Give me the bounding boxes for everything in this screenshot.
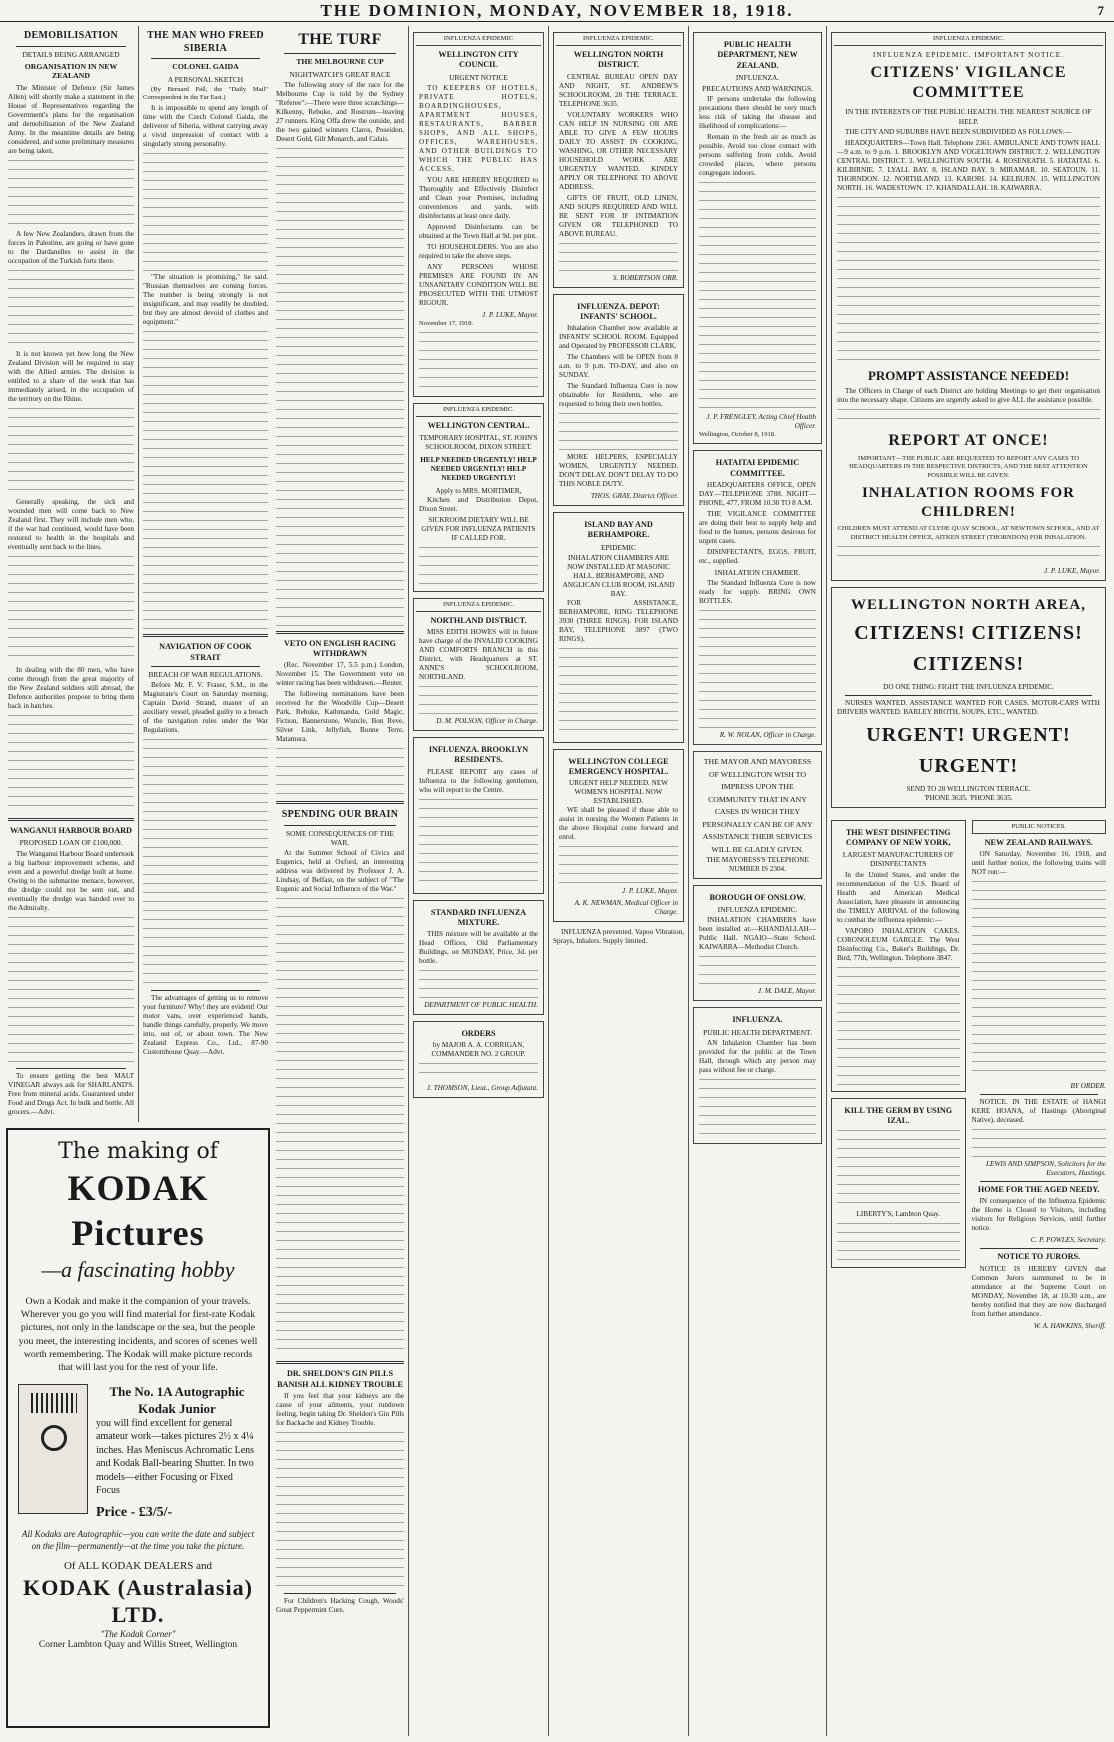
- notice-heading: BOROUGH OF ONSLOW.: [709, 892, 806, 902]
- notice-paragraph: THE MAYORESS'S TELEPHONE NUMBER IS 2304.: [706, 855, 809, 873]
- notice-subhead: LARGEST MANUFACTURERS OF DISINFECTANTS: [842, 850, 954, 869]
- notice-paragraph: SEND TO 28 WELLINGTON TERRACE.: [906, 784, 1031, 793]
- advert-vapoo: INFLUENZA prevented. Vapoo Vibration, Sprays, Inhalers. Supply limited.: [553, 928, 684, 946]
- column-4: [408, 26, 548, 1736]
- notice-label: INFLUENZA EPIDEMIC: [416, 35, 541, 46]
- text-lines: [276, 146, 404, 626]
- notice-signature: R. W. NOLAN, Officer in Charge.: [719, 731, 816, 740]
- article-paragraph: It is impossible to spend any length of time with the Czech Colonel Gaida, the deliverer of Siberia, without carrying away a vivid impression of contact with a singularly strong personality.: [143, 104, 268, 149]
- text-lines: [419, 1061, 538, 1081]
- advert-paragraph: If you feel that your kidneys are the cause of your ailments, your rundown feeling, begin taking Dr. Sheldon's Gin Pills for Backache and Kidney Trouble.: [276, 1391, 404, 1427]
- article-subhead: NIGHTWATCH'S GREAT RACE: [289, 69, 391, 79]
- article-paragraph: The following nominations have been received for the Woodville Cup—Desert Park, Rebuke, Kathmandu, Gold Magic, Fiction, Bannerstone, Wuncle, Bon Reve, Silver Link, Jellyfish, Bonne Terre, Matamura.: [276, 690, 404, 744]
- notice-signature: LEWIS AND SIMPSON, Solicitors for the Executors, Hastings.: [985, 1160, 1106, 1178]
- notice-izal: [831, 1098, 966, 1269]
- notice-paragraph: THIS mixture will be available at the Head Offices, Old Parliamentary Buildings, on MONDAY, Price, 3d. per bottle.: [419, 930, 538, 966]
- notice-paragraph: NOTICE. IN THE ESTATE of HANGI KERE HOANA, of Hastings (Aboriginal Native), deceased.: [971, 1098, 1106, 1125]
- notice-label: INFLUENZA EPIDEMIC.: [556, 35, 681, 46]
- notice-subhead: INFLUENZA EPIDEMIC. IMPORTANT NOTICE.: [872, 50, 1065, 60]
- text-lines: [419, 330, 538, 390]
- notice-paragraph: HEADQUARTERS OFFICE, OPEN DAY—TELEPHONE 3788. NIGHT—PHONE, 477, FROM 10.30 TO 8 A.M.: [699, 480, 816, 507]
- kodak-title-line3: —a fascinating hobby: [41, 1256, 235, 1282]
- notice-hataitai: [693, 450, 822, 745]
- text-lines: [837, 1221, 960, 1261]
- notice-subhead: PUBLIC HEALTH DEPARTMENT.: [703, 1027, 812, 1037]
- notice-paragraph: VOLUNTARY WORKERS WHO CAN HELP IN NURSING OR ARE ABLE TO GIVE A FEW HOURS DAILY TO ASSIST IN COOKING, WASHING, OR OTHER NECESSARY HOUSEHOLD WORK ARE URGENTLY WANTED. KINDLY APPLY OR TELEPHONE TO ABOVE ADDRESS.: [559, 110, 678, 191]
- notice-heading: KILL THE GERM BY USING IZAL.: [844, 1105, 953, 1125]
- article-subhead: ORGANISATION IN NEW ZEALAND: [24, 61, 118, 81]
- notice-signature: J. P. FRENGLEY, Acting Chief Health Officer.: [706, 413, 816, 431]
- text-lines: [8, 915, 134, 1065]
- notice-date: Wellington, October 8, 1918.: [699, 431, 776, 439]
- notice-heading: WELLINGTON CITY COUNCIL: [438, 50, 519, 70]
- text-lines: [972, 879, 1107, 1079]
- notice-mayor: [693, 751, 822, 879]
- article-heading-demobilisation: DEMOBILISATION: [23, 30, 119, 41]
- notice-paragraph: URGENT HELP NEEDED. NEW WOMEN'S HOSPITAL NOW ESTABLISHED.: [568, 779, 668, 806]
- notice-signature: THOS. GRAY, District Officer.: [590, 492, 678, 501]
- kodak-company: KODAK (Australasia) LTD.: [23, 1574, 253, 1628]
- notice-liberty: LIBERTY'S, Lambton Quay.: [856, 1210, 940, 1219]
- notice-paragraph: VAPORO INHALATION CAKES. CORONOLEUM GARGLE. The West Disinfecting Co., Baker's Buildings, Dr. Bird, 77th, Wellington. Telephone 3847.: [837, 926, 960, 962]
- notice-paragraph: The Chambers will be OPEN from 8 a.m. to 9 p.m. TO-DAY, and also on SUNDAY.: [559, 353, 678, 380]
- notice-subhead: PRECAUTIONS AND WARNINGS.: [702, 84, 813, 93]
- article-paragraph: The following story of the race for the Melbourne Cup is told by the Sydney "Referee":—There were three scratchings—Kilkenny, Rebuke, and Rostrum—leaving 27 runners. King Offa drew the outside, and the two gained winners Claros, Poseidon, Desert Gold, Gilt Monarch, and Calais.: [276, 80, 404, 143]
- divider: [143, 634, 268, 637]
- article-heading-cook-strait: NAVIGATION OF COOK STRAIT: [159, 642, 252, 662]
- kodak-spec: you will find excellent for general amateur work—takes pictures 2½ x 4¼ inches. Has Meniscus Achromatic Lens and Kodak Ball-bearing Shutter. In two models—either Focusing or Fixed Focus: [96, 1417, 255, 1497]
- notice-signature: J. P. LUKE, Mayor.: [1044, 566, 1100, 575]
- newspaper-title: THE DOMINION, MONDAY, NOVEMBER 18, 1918.: [320, 0, 794, 20]
- notice-infants-school: [553, 294, 684, 507]
- article-heading-brain: SPENDING OUR BRAIN: [281, 809, 399, 821]
- article-heading-veto: VETO ON ENGLISH RACING WITHDRAWN: [284, 638, 396, 659]
- kodak-title-line1: The making of: [58, 1139, 218, 1164]
- notice-subhead: URGENT NOTICE: [449, 72, 508, 82]
- notice-label: INFLUENZA EPIDEMIC.: [834, 35, 1103, 46]
- text-lines: [972, 1127, 1107, 1157]
- notice-heading: PUBLIC HEALTH DEPARTMENT, NEW ZEALAND.: [717, 40, 798, 70]
- notice-paragraph: TO KEEPERS OF HOTELS, PRIVATE HOTELS, BOARDINGHOUSES, APARTMENT HOUSES, RESTAURANTS, BARBER SHOPS, AND ALL SHOPS, OFFICES, WAREHOUSES, AND OTHER BUILDINGS TO WHICH THE PUBLIC HAS ACCESS.: [419, 83, 538, 173]
- text-lines: [419, 797, 538, 887]
- kodak-product-row: [18, 1384, 258, 1521]
- notice-paragraph: The Standard Influenza Cure is now obtainable for Residents, who are requested to bring their own bottles.: [559, 382, 678, 409]
- article-subhead: THE MELBOURNE CUP: [296, 57, 384, 66]
- divider: [16, 1068, 126, 1069]
- notice-paragraph: YOU ARE HEREBY REQUIRED to Thoroughly and Effectively Disinfect and Clean your Premises, including conveniences and yards, with disinfectants at least once daily.: [419, 175, 538, 220]
- notice-heading: INFLUENZA. BROOKLYN RESIDENTS.: [428, 745, 529, 765]
- notice-island-bay: [553, 512, 684, 743]
- divider: [276, 1361, 404, 1364]
- byline: (By Bernard Pall, the "Daily Mail" Correspondent in the Far East.): [143, 85, 268, 102]
- notice-signature: J. THOMSON, Lieut., Group Adjutant.: [426, 1084, 538, 1093]
- text-lines: [559, 241, 678, 271]
- article-subhead: DETAILS BEING ARRANGED: [22, 49, 120, 59]
- notice-paragraph: Kitchen and Distribution Depot, Dixon Street.: [419, 495, 538, 513]
- notice-citizens: CITIZENS!: [912, 652, 1025, 675]
- notice-heading: NEW ZEALAND RAILWAYS.: [984, 837, 1093, 847]
- masthead: [0, 0, 1114, 22]
- article-heading-turf: THE TURF: [298, 31, 382, 48]
- divider: [284, 1593, 396, 1594]
- article-subhead: BREACH OF WAR REGULATIONS.: [148, 669, 263, 679]
- notice-wellington-north: [553, 32, 684, 288]
- notice-paragraph: TO HOUSEHOLDERS. You are also required to take the above steps.: [419, 242, 538, 260]
- notice-paragraph: FOR ASSISTANCE, BERHAMPORE, RING TELEPHONE 3930 (THREE RINGS). FOR ISLAND BAY, TELEPHONE 3897 (TWO RINGS).: [559, 598, 678, 643]
- divider: [276, 801, 404, 804]
- camera-lens: [41, 1425, 67, 1451]
- text-lines: [837, 544, 1100, 564]
- camera-illustration: [18, 1384, 88, 1514]
- text-lines: [559, 411, 678, 451]
- text-lines: [837, 965, 960, 1085]
- notice-citizens-vigilance: [831, 32, 1106, 581]
- text-lines: [8, 554, 134, 664]
- notice-west-disinfecting: [831, 820, 966, 1092]
- kodak-body: Own a Kodak and make it the companion of your travels. Wherever you go you will find material for first-rate Kodak pictures, not only in the landscape or the sea, but the people you meet, the interesting incidents, and scores of scenes well worth remembering. The Kodak will make picture records that will last you for the rest of your life.: [18, 1296, 258, 1374]
- notice-paragraph: ANY PERSONS WHOSE PREMISES ARE FOUND IN AN UNSANITARY CONDITION WILL BE PROSECUTED WITH THE UTMOST RIGOUR.: [419, 262, 538, 307]
- notice-paragraph: The Officers in Charge of each District are holding Meetings to get their organisation into the necessary shape. Citizens are urgently asked to give ALL the assistance possible.: [837, 387, 1100, 405]
- notice-wellington-central: [413, 403, 544, 591]
- notice-orders: [413, 1021, 544, 1098]
- notice-heading: INFLUENZA. DEPOT: INFANTS' SCHOOL.: [577, 301, 660, 321]
- notice-signature: W. A. HAWKINS, Sheriff.: [1033, 1321, 1106, 1330]
- notice-heading: HOME FOR THE AGED NEEDY.: [977, 1185, 1100, 1195]
- article-paragraph: "The situation is promising," he said. "Russian themselves are coming forces. The number is being strongly is not insignificant, and may readily be doubled, but they are almost devoid of clothes and equipment.": [143, 273, 268, 327]
- article-paragraph: The Wanganui Harbour Board undertook a big harbour improvement scheme, and even and a powerful dredge built at home. Owing to the submarine menace, however, the dredge could not be sent out, and eventually the dredge was handed over to the Admiralty.: [8, 849, 134, 912]
- notice-signature: D. M. POLSON, Officer in Charge.: [436, 717, 538, 726]
- notice-onslow: [693, 885, 822, 1002]
- article-subhead: A PERSONAL SKETCH: [167, 74, 244, 84]
- lower-left: [831, 814, 966, 1331]
- notice-subhead: TEMPORARY HOSPITAL, ST. JOHN'S SCHOOLROOM, DIXON STREET.: [419, 433, 538, 451]
- notice-subhead: EPIDEMIC: [601, 542, 636, 552]
- notice-label: INFLUENZA EPIDEMIC.: [416, 406, 541, 417]
- divider: [276, 631, 404, 634]
- camera-bellows: [31, 1393, 77, 1413]
- notice-paragraph: THE MAYOR AND MAYORESS OF WELLINGTON WISH TO IMPRESS UPON THE COMMUNITY THAT IN ANY CASES IN WHICH THEY PERSONALLY CAN BE OF ANY ASSISTANCE THEIR SERVICES WILL BE GLADLY GIVEN.: [702, 757, 813, 854]
- article-subhead: COLONEL GAIDA: [172, 62, 239, 71]
- text-lines: [559, 646, 678, 736]
- divider: [16, 46, 126, 47]
- notice-signature: S. ROBERTSON ORR.: [612, 273, 678, 282]
- notice-paragraph: THE CITY AND SUBURBS HAVE BEEN SUBDIVIDED AS FOLLOWS:—: [845, 127, 1072, 136]
- text-lines: [8, 158, 134, 228]
- notice-signature: J. P. LUKE, Mayor.: [482, 310, 538, 319]
- article-paragraph: The Minister of Defence (Sir James Allen) will shortly make a statement in the House of Representatives regarding the Government's plans for the organisation and demobilisation of the New Zealand Army. In the meantime details are being considered, and some preliminary measures are being taken.: [8, 84, 134, 156]
- notice-heading: CITIZENS' VIGILANCE COMMITTEE: [870, 64, 1067, 102]
- notice-signature: DEPARTMENT OF PUBLIC HEALTH.: [424, 1001, 538, 1010]
- notice-heading: REPORT AT ONCE!: [888, 432, 1049, 450]
- notice-phone: 'PHONE 3635. 'PHONE 3635.: [924, 793, 1013, 802]
- article-heading-wanganui: WANGANUI HARBOUR BOARD: [10, 826, 132, 836]
- advert-vinegar: To ensure getting the best MALT VINEGAR always ask for SHARLAND'S. Free from mineral acids. Guaranteed under Food and Drugs Act. In bulk and bottle. All grocers.—Advt.: [8, 1071, 134, 1116]
- notice-paragraph: IF persons undertake the following precautions there should be very much less risk of taking the disease and likelihood of complications:—: [699, 95, 816, 131]
- notice-signature: A. K. NEWMAN, Medical Officer in Charge.: [574, 899, 678, 917]
- notice-heading: ORDERS: [461, 1029, 496, 1039]
- column-3: [272, 26, 408, 1736]
- divider: [151, 58, 260, 59]
- divider: [151, 990, 260, 991]
- notice-paragraph: DISINFECTANTS, EGGS, FRUIT, etc., supplied.: [699, 547, 816, 565]
- divider: [284, 825, 396, 826]
- divider: [980, 1181, 1099, 1182]
- text-lines: [276, 746, 404, 796]
- kodak-note: All Kodaks are Autographic—you can write the date and subject on the film—permanently—at the time you take the picture.: [21, 1529, 255, 1551]
- text-lines: [419, 968, 538, 998]
- notice-signature: C. P. POWLES, Secretary.: [1030, 1236, 1106, 1245]
- text-lines: [837, 1128, 960, 1208]
- notice-urgent: URGENT! URGENT!: [866, 723, 1071, 746]
- column-7: [826, 26, 1110, 1736]
- notice-standard-mixture: [413, 900, 544, 1016]
- divider: [284, 53, 396, 54]
- notice-heading: WELLINGTON COLLEGE EMERGENCY HOSPITAL.: [568, 756, 669, 777]
- notice-public-health: [693, 32, 822, 444]
- column-5: [548, 26, 688, 1736]
- text-lines: [8, 406, 134, 496]
- kodak-address: Corner Lambton Quay and Willis Street, Wellington: [38, 1639, 238, 1650]
- article-subhead: SOME CONSEQUENCES OF THE WAR.: [285, 828, 395, 848]
- notice-paragraph: IN consequence of the Influenza Epidemic the Home is Closed to Visitors, including visitors for Religious Services, until further notice.: [971, 1197, 1106, 1233]
- advert-cough: For Children's Hacking Cough, Woods' Great Peppermint Cure.: [276, 1596, 404, 1614]
- text-lines: [143, 737, 268, 987]
- kodak-price: Price - £3/5/-: [96, 1504, 173, 1520]
- notice-date: November 17, 1918.: [419, 319, 474, 327]
- notice-heading: PROMPT ASSISTANCE NEEDED!: [867, 367, 1070, 383]
- text-lines: [143, 329, 268, 629]
- notice-heading: THE WEST DISINFECTING COMPANY OF NEW YORK,: [845, 827, 951, 847]
- kodak-advertisement: [6, 1128, 270, 1728]
- lower-right: [972, 814, 1107, 1331]
- notice-label: INFLUENZA EPIDEMIC.: [416, 601, 541, 612]
- kodak-product-info: [96, 1384, 258, 1521]
- notice-citizens: CITIZENS! CITIZENS!: [854, 621, 1083, 644]
- notice-paragraph: NURSES WANTED. ASSISTANCE WANTED FOR CASES. MOTOR-CARS WITH DRIVERS WANTED. BARLEY BROTH, SOUPS, ETC., WANTED.: [837, 698, 1100, 716]
- district-list: HEADQUARTERS—Town Hall. Telephone 2361. AMBULANCE AND TOWN HALL—9 a.m. to 9 p.m. 1. BROOKLYN AND VOGELTOWN DISTRICT. 2. WELLINGTON CENTRAL DISTRICT. 3. WELLINGTON SOUTH. 4. ROSENEATH. 5. HATAITAI. 6. KILBIRNIE. 7. LYALL BAY. 8. ISLAND BAY. 9. MIRAMAR. 10. SEATOUN. 11. THORNDON. 12. NORTHLAND. 13. KARORI. 14. KELBURN. 15. WELLINGTON NORTH. 16. WADESTOWN. 17. KHANDALLAH. 18. KAIWARRA.: [837, 138, 1100, 192]
- notice-heading: ISLAND BAY AND BERHAMPORE.: [584, 520, 653, 540]
- kodak-model-name: The No. 1A Autographic Kodak Junior: [109, 1384, 245, 1416]
- text-lines: [559, 844, 678, 884]
- notice-paragraph: by MAJOR A. A. CORRIGAN, COMMANDER NO. 2 GROUP.: [431, 1041, 526, 1059]
- divider: [8, 818, 134, 821]
- text-lines: [276, 896, 404, 1356]
- notice-brooklyn: [413, 737, 544, 894]
- notice-urgent: URGENT!: [918, 754, 1019, 777]
- notice-paragraph: CENTRAL BUREAU OPEN DAY AND NIGHT, ST. ANDREW'S SCHOOLROOM, 28 THE TERRACE. TELEPHONE 3635.: [559, 72, 678, 108]
- notice-paragraph: MISS EDITH HOWES will in future have charge of the INVALID COOKING AND COMFORTS BRANCH in this District, with Headquarters at ST. ANNE'S SCHOOLROOM, NORTHLAND.: [419, 628, 538, 682]
- kodak-dealers: Of ALL KODAK DEALERS and: [63, 1559, 213, 1572]
- divider: [151, 666, 260, 667]
- text-lines: [143, 151, 268, 271]
- text-lines: [699, 1077, 816, 1137]
- notice-north-area: [831, 587, 1106, 808]
- advert-removals: The advantages of getting us to remove your furniture? Why! they are evident! Our motor vans, over experienced hands, handle things carefully, properly. We move into, out of, or about town. The New Zealand Express Co., Ltd., 87-90 Customhouse Quay.—Advt.: [143, 994, 268, 1057]
- notice-subhead: INHALATION CHAMBER.: [714, 567, 801, 577]
- text-lines: [837, 195, 1100, 365]
- text-lines: [8, 713, 134, 813]
- notice-signature: BY ORDER.: [1070, 1082, 1106, 1091]
- notice-subhead: IN THE INTERESTS OF THE PUBLIC HEALTH. THE NEAREST SOURCE OF HELP.: [845, 107, 1092, 126]
- notice-paragraph: PLEASE REPORT any cases of Influenza to the following gentlemen, who will report to the Centre.: [419, 767, 538, 794]
- notice-paragraph: Remain in the fresh air as much as possible. Avoid too close contact with persons suffering from colds. Avoid crowded places, where persons congregate indoors.: [699, 133, 816, 178]
- text-lines: [699, 180, 816, 410]
- divider: [845, 695, 1092, 696]
- notice-paragraph: AN Inhalation Chamber has been provided for the public at the Town Hall, through which any person may pass without fee or charge.: [699, 1038, 816, 1074]
- kodak-corner: "The Kodak Corner": [100, 1628, 176, 1639]
- notice-college-hospital: [553, 749, 684, 923]
- notice-signature: J. M. DALE, Mayor.: [757, 987, 816, 996]
- notice-apply: Apply to MRS. MORTIMER,: [435, 486, 522, 495]
- text-lines: [419, 684, 538, 714]
- lower-notices: [831, 814, 1106, 1331]
- notice-help: HELP NEEDED URGENTLY! HELP NEEDED URGENTLY! HELP NEEDED URGENTLY!: [420, 455, 537, 482]
- notice-paragraph: IMPORTANT—THE PUBLIC ARE REQUESTED TO REPORT ANY CASES TO HEADQUARTERS IN THE RESPECTIVE DISTRICTS, AND THE BEST ATTENTION POSSIBLE WILL BE GIVEN.: [849, 455, 1088, 479]
- notice-paragraph: SICKROOM DIETARY WILL BE GIVEN FOR INFLUENZA PATIENTS IF CALLED FOR.: [421, 515, 536, 542]
- notice-paragraph: The Standard Influenza Cure is now ready for supply. BRING OWN BOTTLES.: [699, 579, 816, 606]
- text-lines: [419, 545, 538, 585]
- article-paragraph: Before Mr. F. V. Fraser, S.M., in the Magistrate's Court on Saturday morning, Captain David Strand, master of an auxiliary vessel, pleaded guilty to a breach of the navigation rules under the War Regulations.: [143, 681, 268, 735]
- notice-city-council: [413, 32, 544, 397]
- notice-paragraph: INHALATION CHAMBERS have been installed at:—KHANDALLAH—Public Hall. NGAIO—State School. KAIWARRA—Methodist Church.: [699, 916, 816, 952]
- text-lines: [8, 268, 134, 348]
- text-lines: [699, 608, 816, 728]
- notice-paragraph: In the United States, and under the recommendation of the U.S. Board of Health and American Medical Association, have pleasure in announcing the TIMELY ARRIVAL of the following to combat the influenza epidemic:—: [837, 870, 960, 924]
- notice-paragraph: Approved Disinfectants can be obtained at the Town Hall at 9d. per pint.: [419, 222, 538, 240]
- notice-paragraph: THE VIGILANCE COMMITTEE are doing their best to supply help and food to the homes, persons desirous for urgent cases.: [699, 509, 816, 545]
- article-heading-siberia: THE MAN WHO FREED SIBERIA: [147, 30, 264, 54]
- notice-heading: INHALATION ROOMS FOR CHILDREN!: [861, 484, 1076, 520]
- article-paragraph: At the Summer School of Civics and Eugenics, held at Oxford, an interesting address was delivered by Professor J. A. Lindsay, of Belfast, on the subject of "The Eugenic and Social Influence of the War.": [276, 849, 404, 894]
- text-lines: [699, 954, 816, 984]
- notice-heading: WELLINGTON NORTH AREA,: [851, 596, 1086, 613]
- notice-heading: NORTHLAND DISTRICT.: [430, 615, 527, 625]
- notice-heading: NOTICE TO JURORS.: [997, 1252, 1081, 1262]
- notice-paragraph: GIFTS OF FRUIT, OLD LINEN, AND SOUPS REQUIRED AND WILL BE SENT FOR IF INTIMATION GIVEN OR TELEPHONED TO ABOVE BUREAU.: [559, 193, 678, 238]
- article-paragraph: In dealing with the 80 men, who have come through from the great majority of the New Zealand soldiers still abroad, the Defence authorities propose to bring them back in batches.: [8, 666, 134, 711]
- article-paragraph: A few New Zealanders, drawn from the forces in Palestine, are going or have gone to the Dardanelles to assist in the occupation of the Turkish forts there.: [8, 230, 134, 266]
- notice-paragraph: WE shall be pleased if those able to assist in nursing the Women Patients in the above Hospital come forward and enrol.: [559, 806, 678, 842]
- column-1: [4, 26, 138, 1122]
- notice-heading: HATAITAI EPIDEMIC COMMITTEE.: [715, 458, 800, 478]
- notice-northland: [413, 598, 544, 731]
- notice-signature: J. P. LUKE, Mayor.: [622, 887, 678, 896]
- notice-inhalation-chamber: [693, 1007, 822, 1144]
- notice-subhead: INFLUENZA EPIDEMIC.: [717, 905, 798, 915]
- text-lines: [837, 407, 1100, 427]
- column-6: [688, 26, 826, 1736]
- notice-paragraph: Inhalation Chamber now available at INFANTS' SCHOOL ROOM. Equipped and Operated by PROFESSOR CLARK.: [559, 324, 678, 351]
- notice-paragraph: CHILDREN MUST ATTEND AT CLYDE QUAY SCHOOL, AT NEWTOWN SCHOOL, AND AT DISTRICT HEALTH OFFICE, AITKEN STREET (THORNDON) FOR INHALATION.: [837, 525, 1100, 541]
- public-notices-label: PUBLIC NOTICES.: [972, 820, 1107, 834]
- advert-heading-gin-pills: DR. SHELDON'S GIN PILLS BANISH ALL KIDNEY TROUBLE: [277, 1369, 403, 1389]
- notice-heading: INFLUENZA.: [732, 1015, 783, 1025]
- page-number: 7: [1097, 3, 1104, 18]
- article-paragraph: It is not known yet how long the New Zealand Division will be required to stay with the Allied armies. The division is entitled to a share of the work that has immediately arised, in the occupation of the territory on the Rhine.: [8, 350, 134, 404]
- article-subhead: PROPOSED LOAN OF £100,000.: [19, 838, 123, 848]
- text-lines: [276, 1430, 404, 1590]
- notice-heading: WELLINGTON CENTRAL.: [427, 421, 530, 431]
- divider: [980, 1094, 1099, 1095]
- article-paragraph: (Rec. November 17, 5.5 p.m.) London, November 15. The Government veto on winter racing has been withdrawn.—Reuter.: [276, 661, 404, 688]
- notice-paragraph: INHALATION CHAMBERS ARE NOW INSTALLED AT MASONIC HALL, BERHAMPORE, AND ANGLICAN CLUB ROOM, ISLAND BAY.: [562, 553, 675, 598]
- kodak-title-line2: KODAK Pictures: [67, 1167, 209, 1253]
- divider: [980, 1248, 1099, 1249]
- notice-paragraph: DO ONE THING: FIGHT THE INFLUENZA EPIDEMIC.: [883, 682, 1054, 691]
- article-paragraph: Generally speaking, the sick and wounded men will come back to New Zealand first. They will include men who, if the war had continued, would have been restored to health in the hospitals and eventually sent back to the lines.: [8, 498, 134, 552]
- notice-heading: STANDARD INFLUENZA MIXTURE.: [430, 907, 527, 927]
- column-2: [138, 26, 272, 1122]
- notice-paragraph: ON Saturday, November 16, 1918, and until further notice, the following trains will NOT run:—: [971, 850, 1106, 877]
- notice-paragraph: NOTICE IS HEREBY GIVEN that Common Jurors summoned to be in attendance at the Supreme Court on MONDAY, November 18, at 10.30 a.m., are hereby notified that they are now discharged from further attendance.: [971, 1264, 1106, 1318]
- notice-heading: WELLINGTON NORTH DISTRICT.: [573, 50, 664, 70]
- notice-subhead: INFLUENZA.: [735, 72, 780, 82]
- notice-paragraph: MORE HELPERS, ESPECIALLY WOMEN, URGENTLY NEEDED. DON'T DELAY. DON'T DELAY TO DO THIS NOBLE DUTY.: [559, 453, 678, 489]
